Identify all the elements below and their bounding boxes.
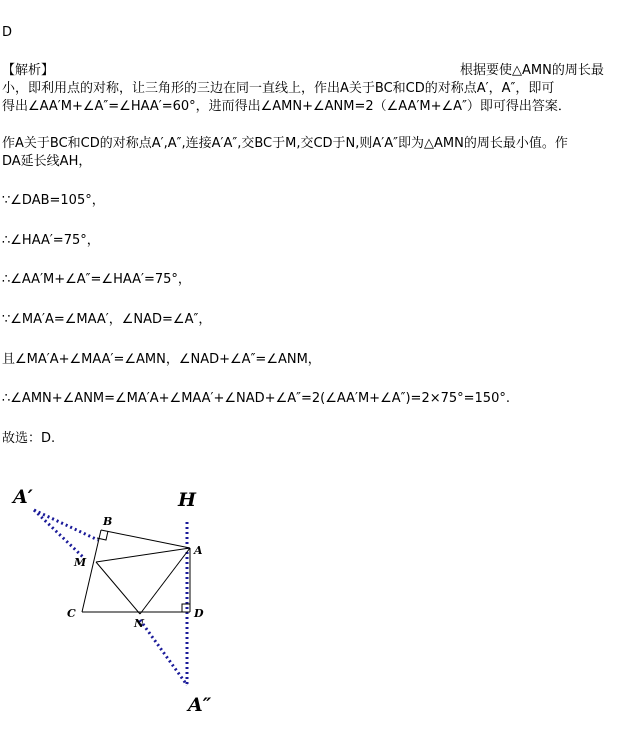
step-angle-sum: ∴∠AA′M+∠A″=∠HAA′=75°， xyxy=(2,272,191,287)
label-b: B xyxy=(103,515,113,528)
step-equal-angles: ∵∠MA′A=∠MAA′，∠NAD=∠A″， xyxy=(2,312,212,327)
label-a: A xyxy=(194,544,203,557)
answer-letter: D xyxy=(2,25,13,40)
label-d: D xyxy=(194,607,204,620)
solution-paragraph-line-2: DA延长线AH， xyxy=(2,154,92,169)
analysis-line-3: 得出∠AA′M+∠A″=∠HAA′=60°，进而得出∠AMN+∠ANM=2（∠AA′M+∠A″）即可得出答案． xyxy=(2,99,571,114)
analysis-line-2: 小，即利用点的对称，让三角形的三边在同一直线上，作出A关于BC和CD的对称点A′，A″，即可 xyxy=(2,81,555,96)
label-h: H xyxy=(178,489,196,511)
label-c: C xyxy=(67,607,76,620)
label-a-prime: A′ xyxy=(13,486,33,508)
solid-lines xyxy=(82,530,190,614)
analysis-intro-right: 根据要使△AMN的周长最 xyxy=(460,63,604,78)
step-final-sum: ∴∠AMN+∠ANM=∠MA′A+∠MAA′+∠NAD+∠A″=2(∠AA′M+∠A″)=2×75°=150°. xyxy=(2,391,510,406)
step-haa: ∴∠HAA′=75°， xyxy=(2,233,100,248)
analysis-header: 【解析】 xyxy=(2,63,55,78)
label-a-double-prime: A″ xyxy=(188,694,212,716)
dotted-lines xyxy=(34,510,187,685)
solution-paragraph-line-1: 作A关于BC和CD的对称点A′,A″,连接A′A″,交BC于M,交CD于N,则A′A″即为△AMN的周长最小值。作 xyxy=(2,136,568,151)
step-exterior-angles: 且∠MA′A+∠MAA′=∠AMN，∠NAD+∠A″=∠ANM， xyxy=(2,352,321,367)
label-m: M xyxy=(74,556,87,569)
label-n: N xyxy=(134,617,145,630)
conclusion: 故选：D. xyxy=(2,431,56,446)
step-dab: ∵∠DAB=105°， xyxy=(2,193,105,208)
